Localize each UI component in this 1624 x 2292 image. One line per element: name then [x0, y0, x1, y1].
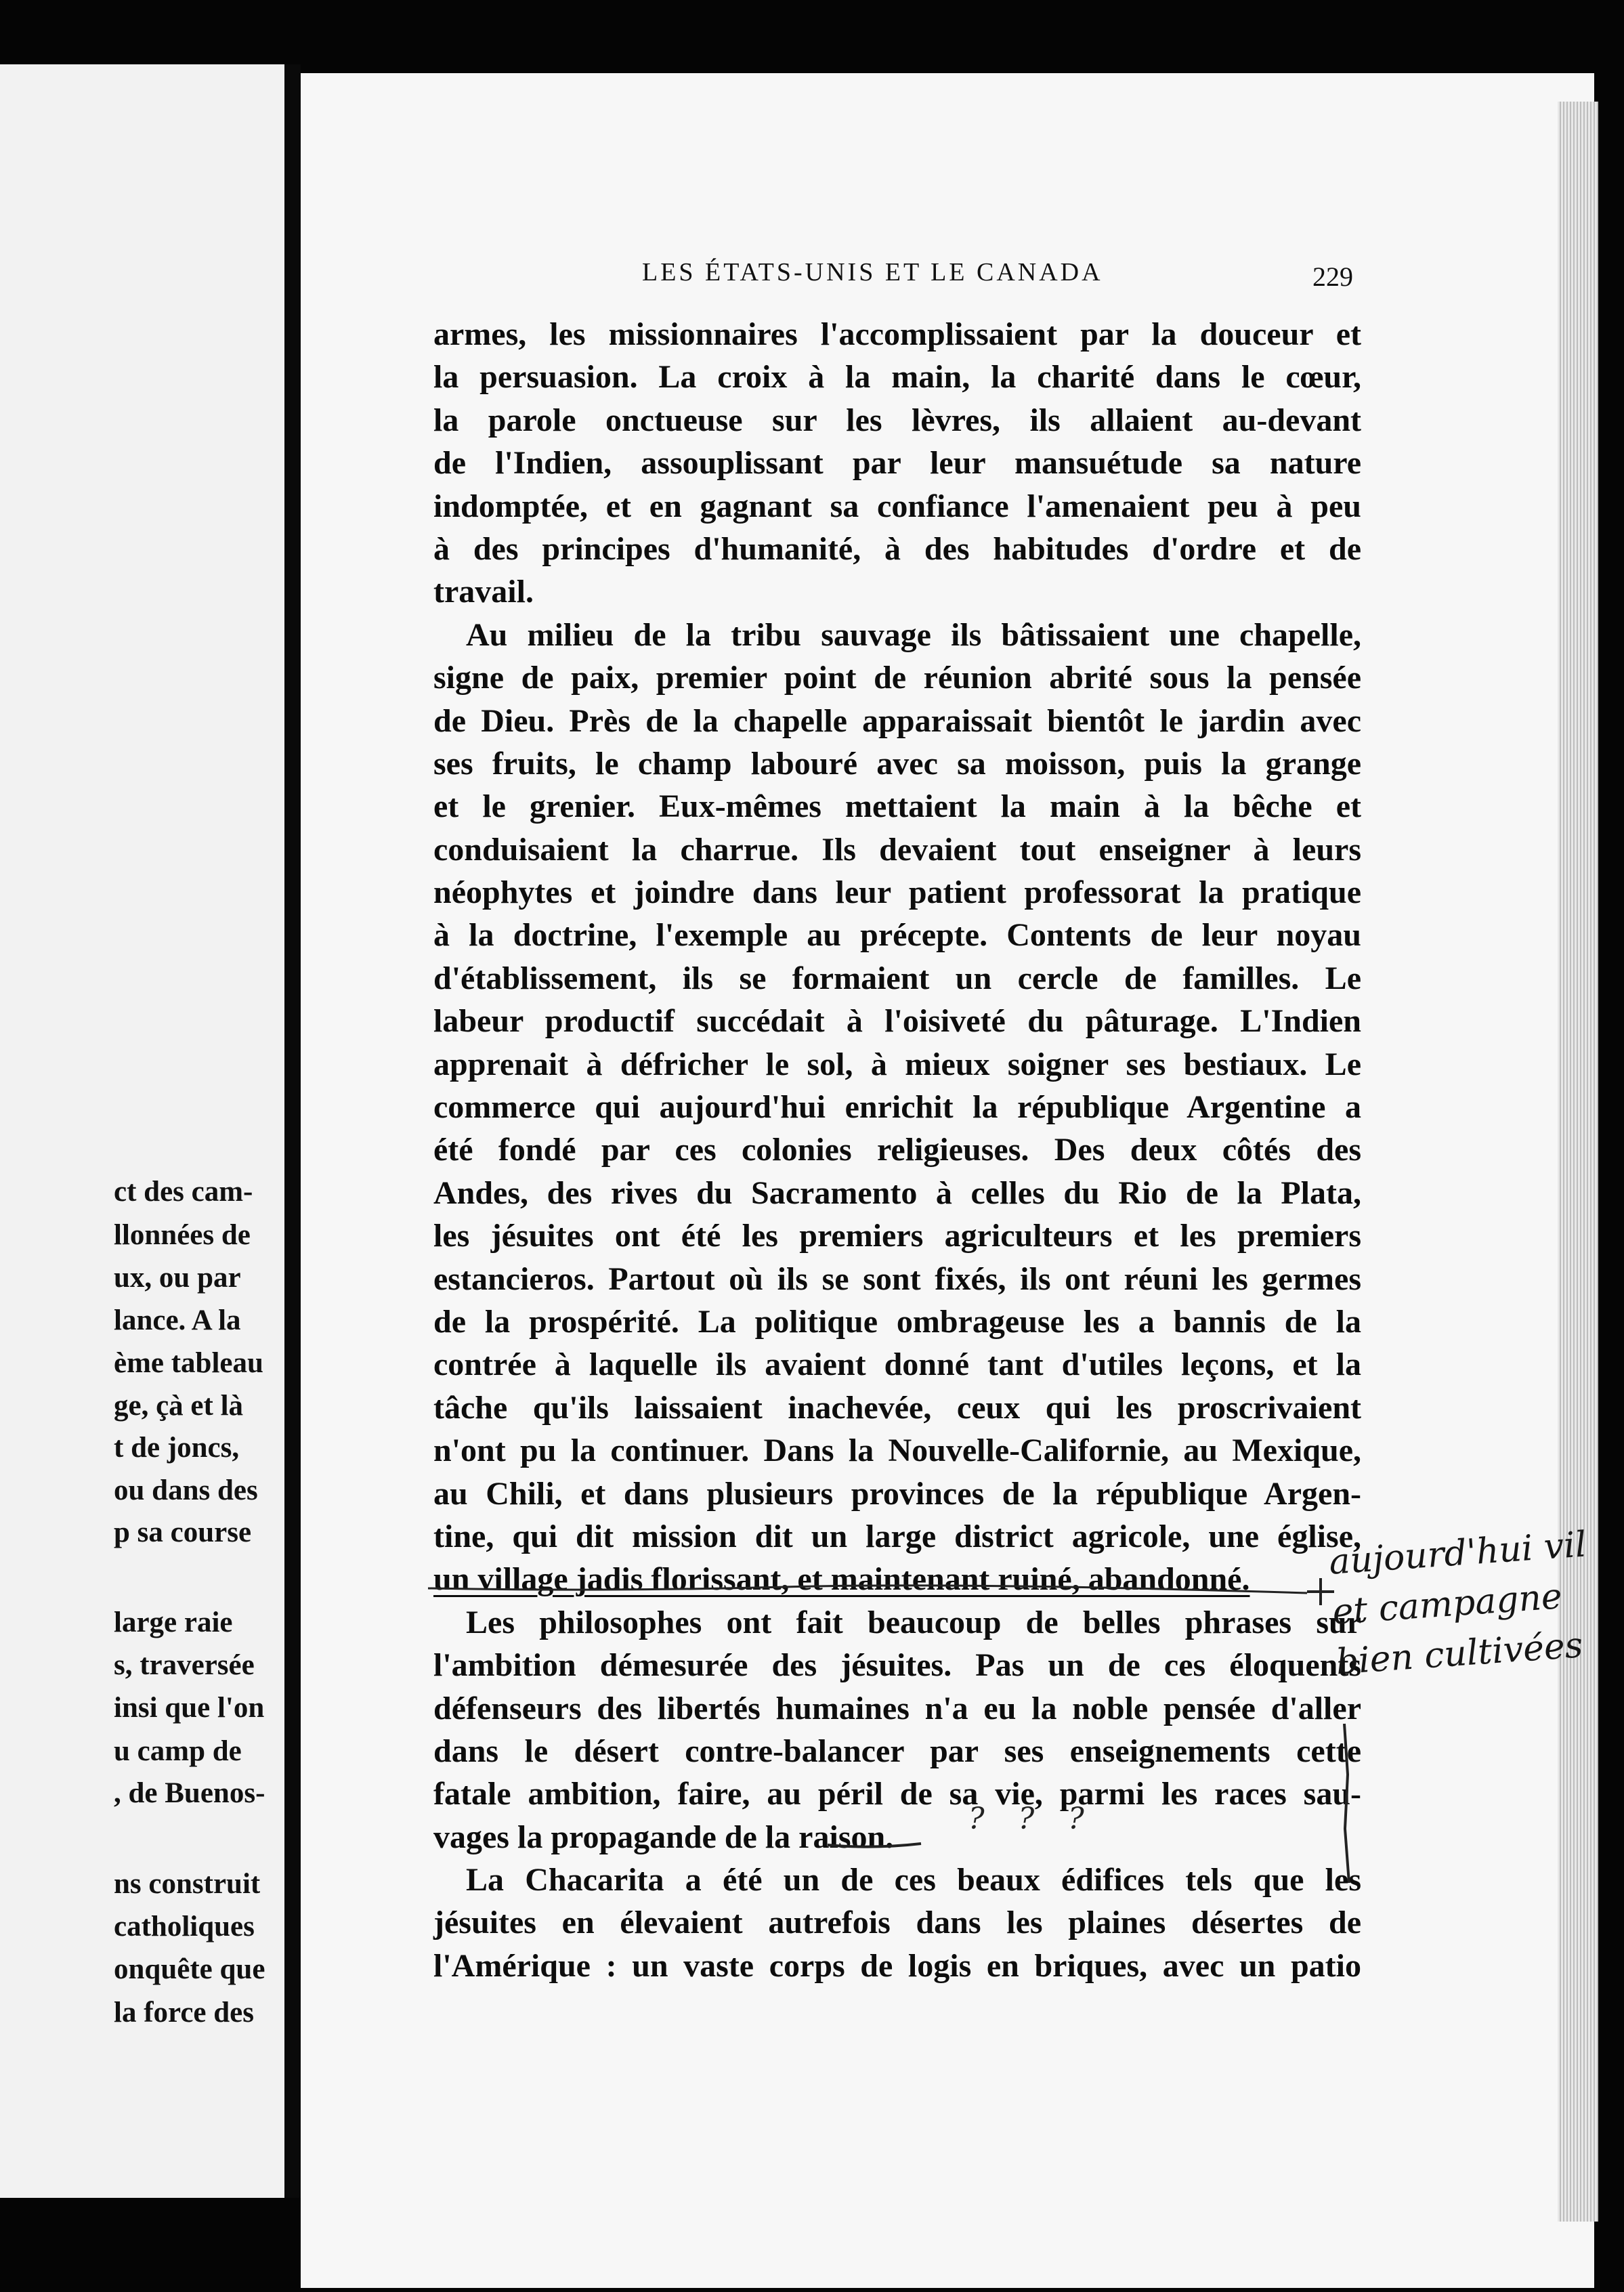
- hand-underline-mark: [428, 1586, 1307, 1593]
- insertion-cross-mark: [1307, 1578, 1334, 1605]
- facing-page-line: lance. A la: [114, 1304, 241, 1336]
- text-line: de l'Indien, assouplissant par leur mansuétude sa nature: [433, 445, 1361, 482]
- facing-page-line: ème tableau: [114, 1347, 263, 1379]
- text-line: l'ambition démesurée des jésuites. Pas un de ces éloquents: [433, 1647, 1361, 1684]
- text-line: conduisaient la charrue. Ils devaient tout enseigner à leurs: [433, 831, 1361, 868]
- text-line: et le grenier. Eux-mêmes mettaient la main à la bêche et: [433, 788, 1361, 825]
- text-line: de Dieu. Près de la chapelle apparaissait bientôt le jardin avec: [433, 702, 1361, 739]
- text-line: indomptée, et en gagnant sa confiance l'amenaient peu à peu: [433, 488, 1361, 524]
- facing-page-line: u camp de: [114, 1735, 242, 1767]
- text-line: été fondé par ces colonies religieuses. Des deux côtés des: [433, 1132, 1361, 1168]
- facing-page-line: insi que l'on: [114, 1692, 265, 1724]
- text-line: à des principes d'humanité, à des habitudes d'ordre et de: [433, 530, 1361, 567]
- text-line: signe de paix, premier point de réunion abrité sous la pensée: [433, 660, 1361, 696]
- facing-page-line: ux, ou par: [114, 1262, 241, 1294]
- text-line: travail.: [433, 574, 534, 610]
- text-line: l'Amérique : un vaste corps de logis en briques, avec un patio: [433, 1947, 1361, 1984]
- margin-note-line: bien cultivées: [1334, 1625, 1585, 1683]
- text-line: Andes, des rives du Sacramento à celles du Rio de la Plata,: [433, 1174, 1361, 1211]
- facing-page-line: large raie: [114, 1607, 233, 1638]
- facing-page-line: , de Buenos-: [114, 1777, 265, 1809]
- facing-page-line: ge, çà et là: [114, 1390, 244, 1422]
- text-line: la persuasion. La croix à la main, la charité dans le cœur,: [433, 359, 1361, 396]
- text-line: contrée à laquelle ils avaient donné tant d'utiles leçons, et la: [433, 1346, 1361, 1383]
- pencil-question-marks: ? ? ?: [968, 1802, 1096, 1836]
- text-line: jésuites en élevaient autrefois dans les plaines désertes de: [433, 1905, 1361, 1941]
- text-line: fatale ambition, faire, au péril de sa vie, parmi les races sau-: [433, 1776, 1361, 1812]
- margin-bracket-mark: [1344, 1724, 1349, 1883]
- text-line: la parole onctueuse sur les lèvres, ils allaient au-devant: [433, 402, 1361, 438]
- text-line: La Chacarita a été un de ces beaux édifices tels que les: [466, 1862, 1361, 1898]
- facing-page-line: llonnées de: [114, 1219, 251, 1251]
- facing-page-line: s, traversée: [114, 1649, 255, 1681]
- margin-note-line: aujourd'hui vil: [1327, 1524, 1588, 1583]
- text-line: tine, qui dit mission dit un large district agricole, une église,: [433, 1518, 1361, 1554]
- page-number: 229: [1312, 261, 1353, 292]
- facing-page-line: la force des: [114, 1997, 254, 2029]
- facing-page-line: t de joncs,: [114, 1432, 240, 1464]
- text-line: tâche qu'ils laissaient inachevée, ceux qui les proscrivaient: [433, 1389, 1361, 1426]
- text-line: n'ont pu la continuer. Dans la Nouvelle-Californie, au Mexique,: [433, 1432, 1361, 1469]
- text-line: ses fruits, le champ labouré avec sa moisson, puis la grange: [433, 745, 1361, 782]
- text-line: de la prospérité. La politique ombrageuse les a bannis de la: [433, 1303, 1361, 1340]
- text-line: labeur productif succédait à l'oisiveté du pâturage. L'Indien: [433, 1003, 1361, 1040]
- text-line: armes, les missionnaires l'accomplissaient par la douceur et: [433, 316, 1361, 352]
- text-line: vages la propagande de la raison.: [433, 1819, 894, 1855]
- facing-page-line: ns construit: [114, 1868, 261, 1900]
- text-line: un village jadis florissant, et maintenant ruiné, abandonné.: [433, 1561, 1250, 1598]
- text-line: Les philosophes ont fait beaucoup de belles phrases sur: [466, 1604, 1361, 1640]
- facing-page-line: catholiques: [114, 1911, 255, 1943]
- text-line: commerce qui aujourd'hui enrichit la république Argentine a: [433, 1089, 1361, 1126]
- text-line: Au milieu de la tribu sauvage ils bâtissaient une chapelle,: [466, 616, 1361, 653]
- running-head: LES ÉTATS-UNIS ET LE CANADA: [642, 258, 1103, 286]
- text-line: les jésuites ont été les premiers agriculteurs et les premiers: [433, 1218, 1361, 1254]
- text-line: apprenait à défricher le sol, à mieux soigner ses bestiaux. Le: [433, 1046, 1361, 1082]
- raison-underline-mark: [828, 1844, 921, 1847]
- margin-note-line: et campagne: [1331, 1576, 1564, 1633]
- text-line: défenseurs des libertés humaines n'a eu la noble pensée d'aller: [433, 1690, 1361, 1726]
- text-line: dans le désert contre-balancer par ses enseignements cette: [433, 1733, 1361, 1769]
- facing-page-line: ou dans des: [114, 1474, 258, 1506]
- text-line: estancieros. Partout où ils se sont fixés, ils ont réuni les germes: [433, 1260, 1361, 1297]
- facing-page-line: onquête que: [114, 1953, 265, 1985]
- facing-page-line: ct des cam-: [114, 1176, 253, 1208]
- facing-page-line: p sa course: [114, 1516, 252, 1548]
- text-line: au Chili, et dans plusieurs provinces de la république Argen-: [433, 1475, 1361, 1512]
- text-line: à la doctrine, l'exemple au précepte. Contents de leur noyau: [433, 917, 1361, 954]
- text-line: d'établissement, ils se formaient un cercle de familles. Le: [433, 960, 1361, 996]
- text-line: néophytes et joindre dans leur patient professorat la pratique: [433, 874, 1361, 911]
